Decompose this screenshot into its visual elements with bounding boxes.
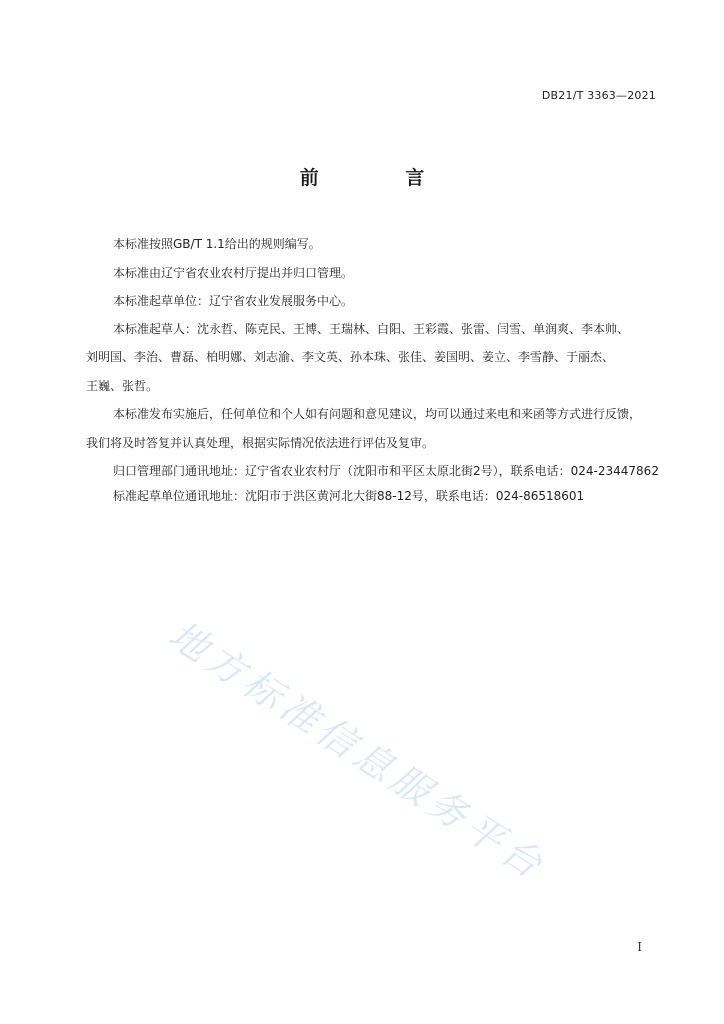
paragraph-drafting-rules: 本标准按照GB/T 1.1给出的规则编写。: [113, 237, 321, 251]
paragraph-drafter-address: 标准起草单位通讯地址：沈阳市于洪区黄河北大街88-12号，联系电话：024-86518601: [113, 489, 585, 503]
paragraph-feedback-line-2: 我们将及时答复并认真处理，根据实际情况依法进行评估及复审。: [86, 436, 435, 450]
paragraph-drafters-line-2: 刘明国、李治、曹磊、柏明娜、刘志渝、李文英、孙本珠、张佳、姜国明、姜立、李雪静、于丽杰、: [86, 350, 615, 364]
document-code: DB21/T 3363—2021: [541, 89, 656, 102]
paragraph-authority-address: 归口管理部门通讯地址：辽宁省农业农村厅（沈阳市和平区太原北街2号），联系电话：024-23447862: [113, 464, 659, 478]
watermark: 地方标准信息服务平台: [161, 612, 555, 890]
paragraph-drafting-unit: 本标准起草单位：辽宁省农业发展服务中心。: [113, 294, 354, 308]
paragraph-drafters-line-3: 王巍、张哲。: [86, 379, 159, 393]
page-number: I: [637, 940, 642, 954]
paragraph-drafters-line-1: 本标准起草人：沈永哲、陈克民、王博、王瑞林、白阳、王彩霞、张雷、闫雪、单润爽、李本帅、: [113, 322, 630, 336]
paragraph-proposer: 本标准由辽宁省农业农村厅提出并归口管理。: [113, 266, 354, 280]
paragraph-feedback-line-1: 本标准发布实施后，任何单位和个人如有问题和意见建议，均可以通过来电和来函等方式进行反馈，: [113, 407, 642, 421]
page-title: 前 言: [299, 167, 465, 189]
